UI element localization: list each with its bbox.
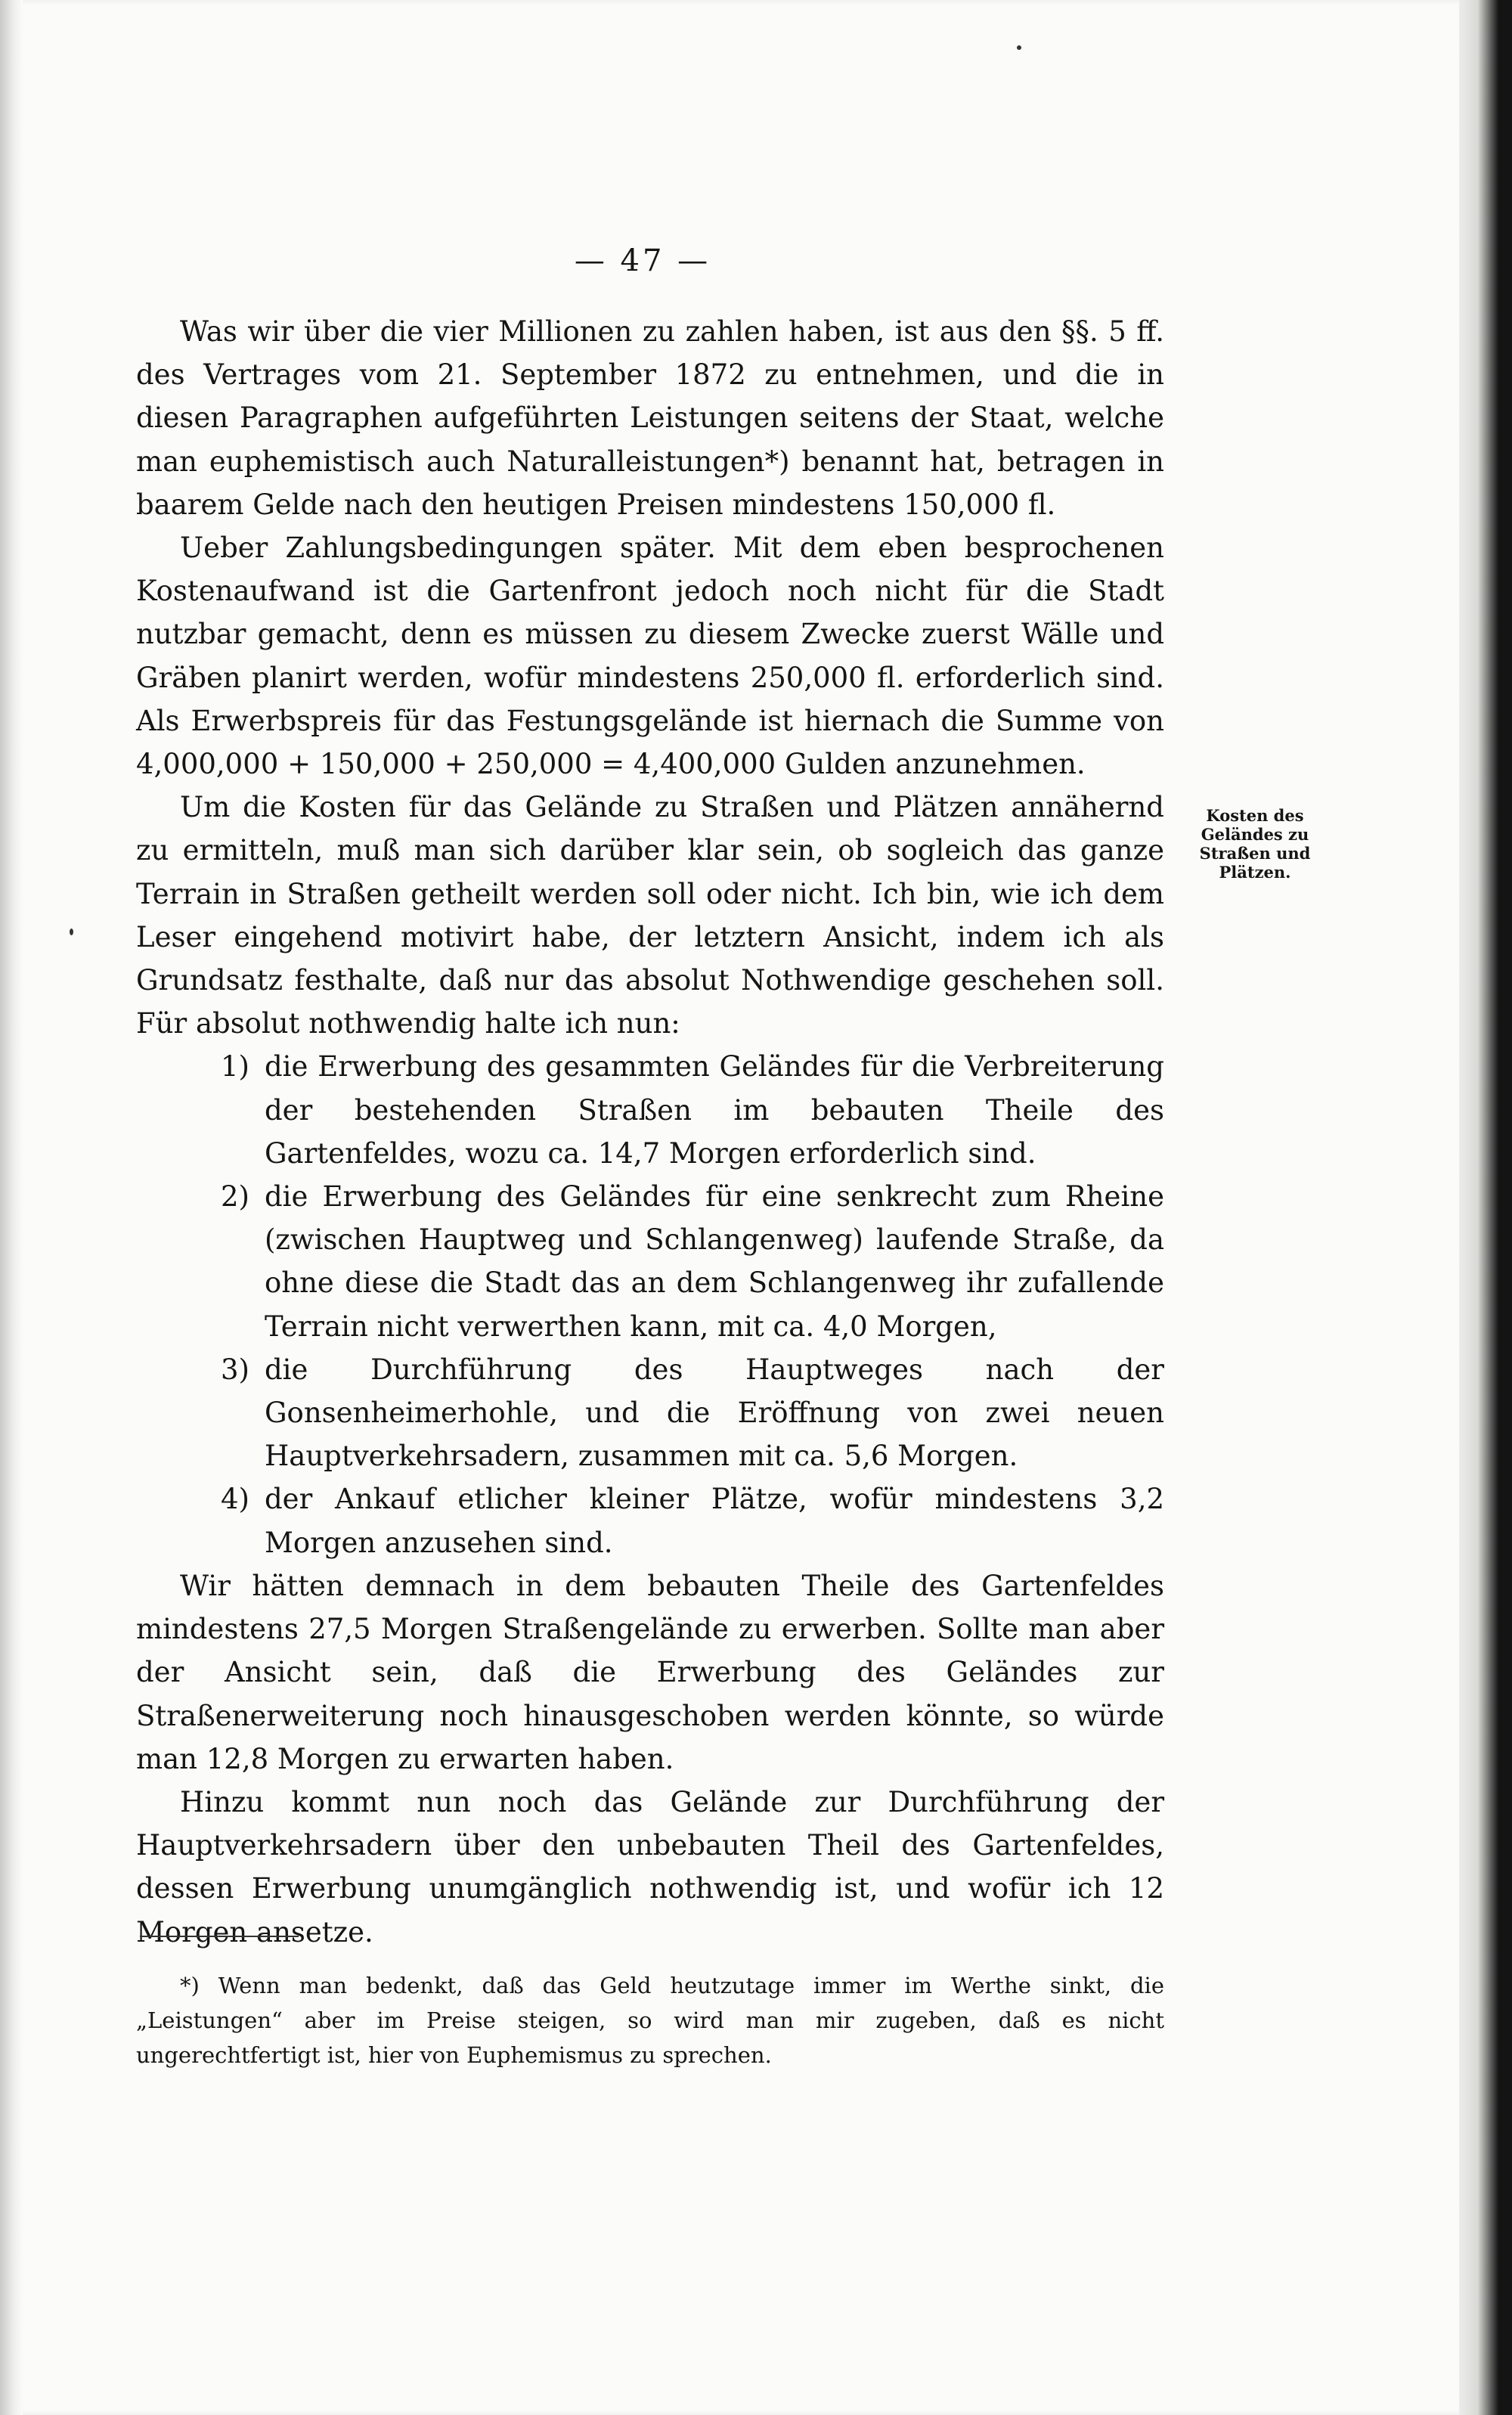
body-text [136,310,1164,1954]
list-number: 1) [221,1050,249,1083]
list-item [136,1477,1164,1564]
paragraph: Wir hätten demnach in dem bebauten Theile des Gartenfeldes mindestens 27,5 Morgen Straßengelände zu erwerben. Sollte man aber der Ansicht sein, daß die Erwerbung des Geländes zur Straßenerweiterung noch hinausgeschoben werden könnte, so würde man 12,8 Morgen zu erwarten haben. [136,1569,1164,1775]
margin-note: Kosten des Geländes zu Straßen und Plätzen. [1199,806,1311,882]
page-binding-edge [0,0,23,2415]
speck [70,928,73,935]
footnote-text: *) Wenn man bedenkt, daß das Geld heutzutage immer im Werthe sinkt, die „Leistungen“ aber im Preise steigen, so wird man mir zugeben, daß es nicht ungerechtfertigt ist, hier von Euphemismus zu sprechen. [136,1973,1164,2068]
page-number: — 47 — [574,243,711,278]
list-text: die Durchführung des Hauptweges nach der Gonsenheimerhohle, und die Eröffnung von zwei neuen Hauptverkehrsadern, zusammen mit ca. 5,6 Morgen. [265,1353,1164,1473]
list-text: die Erwerbung des gesammten Geländes für die Verbreiterung der bestehenden Straßen im bebauten Theile des Gartenfeldes, wozu ca. 14,7 Morgen erforderlich sind. [265,1050,1164,1170]
numbered-list [136,1045,1164,1564]
list-item [136,1175,1164,1348]
list-item [136,1045,1164,1175]
list-number: 4) [221,1483,249,1516]
list-number: 2) [221,1180,249,1214]
list-text: der Ankauf etlicher kleiner Plätze, wofür mindestens 3,2 Morgen anzusehen sind. [265,1483,1164,1559]
list-text: die Erwerbung des Geländes für eine senkrecht zum Rheine (zwischen Hauptweg und Schlangenweg) laufende Straße, da ohne diese die Stadt das an dem Schlangenweg ihr zufallende Terrain nicht verwerthen kann, mit ca. 4,0 Morgen, [265,1180,1164,1343]
list-number: 3) [221,1353,249,1386]
speck [1017,45,1021,50]
paragraph: Was wir über die vier Millionen zu zahlen haben, ist aus den §§. 5 ff. des Vertrages vom 21. September 1872 zu entnehmen, und die in diesen Paragraphen aufgeführten Leistungen seitens der Staat, welche man euphemistisch auch Naturalleistungen*) benannt hat, betragen in baarem Gelde nach den heutigen Preisen mindestens 150,000 fl. [136,315,1164,521]
page-torn-edge [1459,0,1512,2415]
paragraph: Um die Kosten für das Gelände zu Straßen und Plätzen annähernd zu ermitteln, muß man sich darüber klar sein, ob sogleich das ganze Terrain in Straßen getheilt werden soll oder nicht. Ich bin, wie ich dem Leser eingehend motivirt habe, der letztern Ansicht, indem ich als Grundsatz festhalte, daß nur das absolut Nothwendige geschehen soll. Für absolut nothwendig halte ich nun: [136,791,1164,1040]
list-item [136,1348,1164,1478]
paragraph: Hinzu kommt nun noch das Gelände zur Durchführung der Hauptverkehrsadern über den unbebauten Theil des Gartenfeldes, dessen Erwerbung unumgänglich nothwendig ist, und wofür ich 12 Morgen ansetze. [136,1785,1164,1948]
footnote [136,1968,1164,2072]
footnote-divider [140,1936,299,1937]
paragraph: Ueber Zahlungsbedingungen später. Mit dem eben besprochenen Kostenaufwand ist die Gartenfront jedoch noch nicht für die Stadt nutzbar gemacht, denn es müssen zu diesem Zwecke zuerst Wälle und Gräben planirt werden, wofür mindestens 250,000 fl. erforderlich sind. Als Erwerbspreis für das Festungsgelände ist hiernach die Summe von 4,000,000 + 150,000 + 250,000 = 4,400,000 Gulden anzunehmen. [136,532,1164,781]
